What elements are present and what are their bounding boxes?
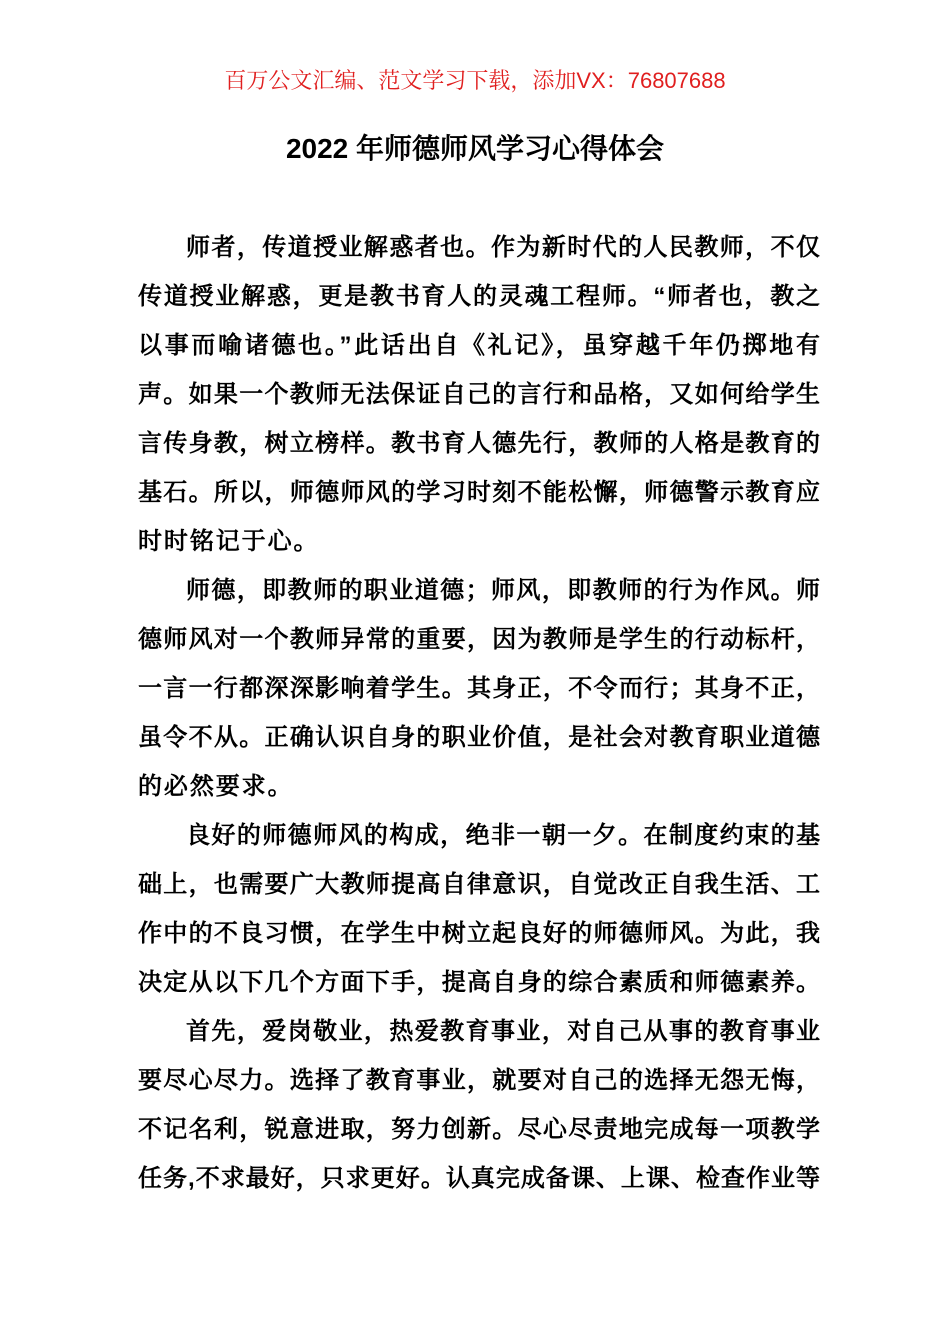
promo-banner: 百万公文汇编、范文学习下载，添加VX：76807688 bbox=[224, 68, 726, 93]
text-line: 时时铭记于心。 bbox=[138, 528, 320, 555]
text-line: 师者，传道授业解惑者也。作为新时代的人民教师，不仅 bbox=[186, 234, 820, 261]
text-line: 基石。所以，师德师风的学习时刻不能松懈，师德警示教育应 bbox=[138, 479, 820, 506]
text-line: 传道授业解惑，更是教书育人的灵魂工程师。“师者也，教之 bbox=[138, 283, 820, 310]
text-line: 声。如果一个教师无法保证自己的言行和品格，又如何给学生 bbox=[138, 381, 820, 408]
paragraph-4 bbox=[138, 1007, 820, 1203]
text-line: 一言一行都深深影响着学生。其身正，不令而行；其身不正， bbox=[138, 675, 820, 702]
text-line: 的必然要求。 bbox=[138, 773, 294, 800]
document-body bbox=[138, 223, 820, 1203]
text-line: 虽令不从。正确认识自身的职业价值，是社会对教育职业道德 bbox=[138, 724, 820, 751]
text-line: 德师风对一个教师异常的重要，因为教师是学生的行动标杆， bbox=[138, 626, 820, 653]
text-line: 不记名利，锐意进取，努力创新。尽心尽责地完成每一项教学 bbox=[138, 1116, 820, 1143]
paragraph-2 bbox=[138, 566, 820, 811]
text-line: 决定从以下几个方面下手，提高自身的综合素质和师德素养。 bbox=[138, 969, 820, 996]
text-line: 以事而喻诸德也。”此话出自《礼记》，虽穿越千年仍掷地有 bbox=[138, 332, 820, 359]
text-line: 良好的师德师风的构成，绝非一朝一夕。在制度约束的基 bbox=[186, 822, 820, 849]
document-title: 2022 年师德师风学习心得体会 bbox=[285, 133, 665, 164]
text-line: 首先，爱岗敬业，热爱教育事业，对自己从事的教育事业 bbox=[186, 1018, 820, 1045]
text-line: 言传身教，树立榜样。教书育人德先行，教师的人格是教育的 bbox=[138, 430, 820, 457]
text-line: 要尽心尽力。选择了教育事业，就要对自己的选择无怨无悔， bbox=[138, 1067, 820, 1094]
text-line: 师德，即教师的职业道德；师风，即教师的行为作风。师 bbox=[186, 577, 820, 604]
text-line: 作中的不良习惯，在学生中树立起良好的师德师风。为此，我 bbox=[138, 920, 820, 947]
text-line: 任务,不求最好，只求更好。认真完成备课、上课、检查作业等 bbox=[138, 1165, 820, 1192]
paragraph-1 bbox=[138, 223, 820, 566]
text-line: 础上，也需要广大教师提高自律意识，自觉改正自我生活、工 bbox=[138, 871, 820, 898]
paragraph-3 bbox=[138, 811, 820, 1007]
